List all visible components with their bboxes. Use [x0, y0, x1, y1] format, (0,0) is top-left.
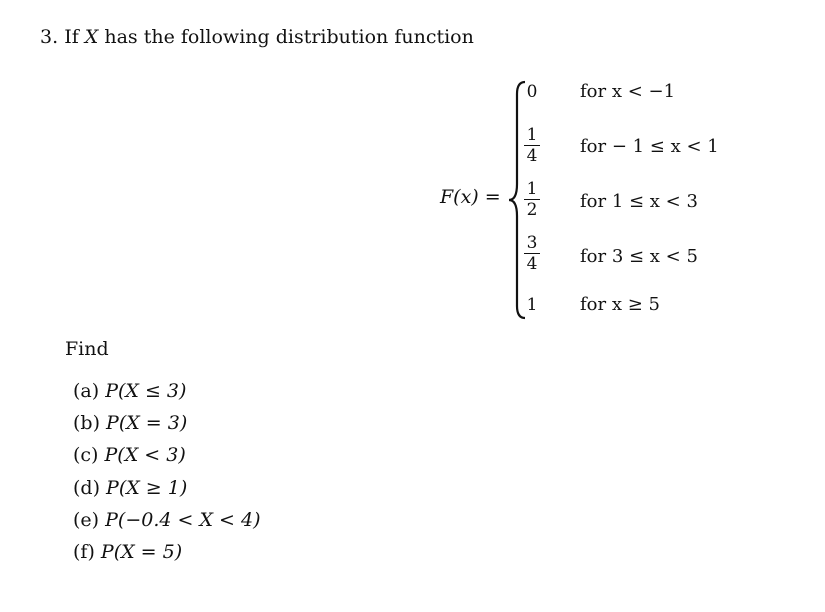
function-label: F(x) =	[440, 186, 501, 208]
list-item	[73, 380, 186, 402]
problem-variable: X	[84, 26, 99, 48]
fraction-denominator: 4	[526, 146, 538, 166]
case-value-4: 1	[526, 295, 538, 315]
list-item	[73, 444, 186, 466]
part-expression: P(X ≥ 1)	[106, 477, 188, 499]
part-expression: P(X < 3)	[104, 444, 186, 466]
fraction	[522, 234, 542, 273]
fraction	[522, 126, 542, 165]
case-value-0: 0	[526, 82, 538, 102]
part-label: (a)	[73, 380, 100, 402]
part-label: (c)	[73, 444, 99, 466]
list-item	[73, 509, 260, 531]
case-condition-4: for x ≥ 5	[580, 294, 660, 315]
fraction	[522, 180, 542, 219]
fraction-numerator: 1	[526, 179, 538, 199]
case-value-1	[522, 126, 542, 165]
problem-intro-post: has the following distribution function	[104, 26, 474, 48]
case-value-3	[522, 234, 542, 273]
part-label: (d)	[73, 477, 100, 499]
problem-intro-pre: If	[64, 26, 79, 48]
case-condition-3: for 3 ≤ x < 5	[580, 246, 698, 267]
case-condition-2: for 1 ≤ x < 3	[580, 191, 698, 212]
problem-number: 3.	[40, 26, 59, 48]
part-label: (e)	[73, 509, 100, 531]
find-label: Find	[65, 338, 109, 360]
part-expression: P(X = 5)	[100, 541, 183, 563]
case-value-2	[522, 180, 542, 219]
fraction-denominator: 2	[526, 200, 538, 220]
fraction-denominator: 4	[526, 254, 538, 274]
problem-statement	[40, 26, 474, 48]
part-label: (b)	[73, 412, 100, 434]
case-condition-1: for − 1 ≤ x < 1	[580, 136, 719, 157]
list-item	[73, 412, 187, 434]
list-item	[73, 541, 182, 563]
fraction-numerator: 3	[526, 233, 538, 253]
part-expression: P(X = 3)	[106, 412, 188, 434]
part-label: (f)	[73, 541, 95, 563]
part-expression: P(−0.4 < X < 4)	[105, 509, 261, 531]
case-condition-0: for x < −1	[580, 81, 676, 102]
fraction-numerator: 1	[526, 125, 538, 145]
list-item	[73, 477, 187, 499]
part-expression: P(X ≤ 3)	[105, 380, 187, 402]
